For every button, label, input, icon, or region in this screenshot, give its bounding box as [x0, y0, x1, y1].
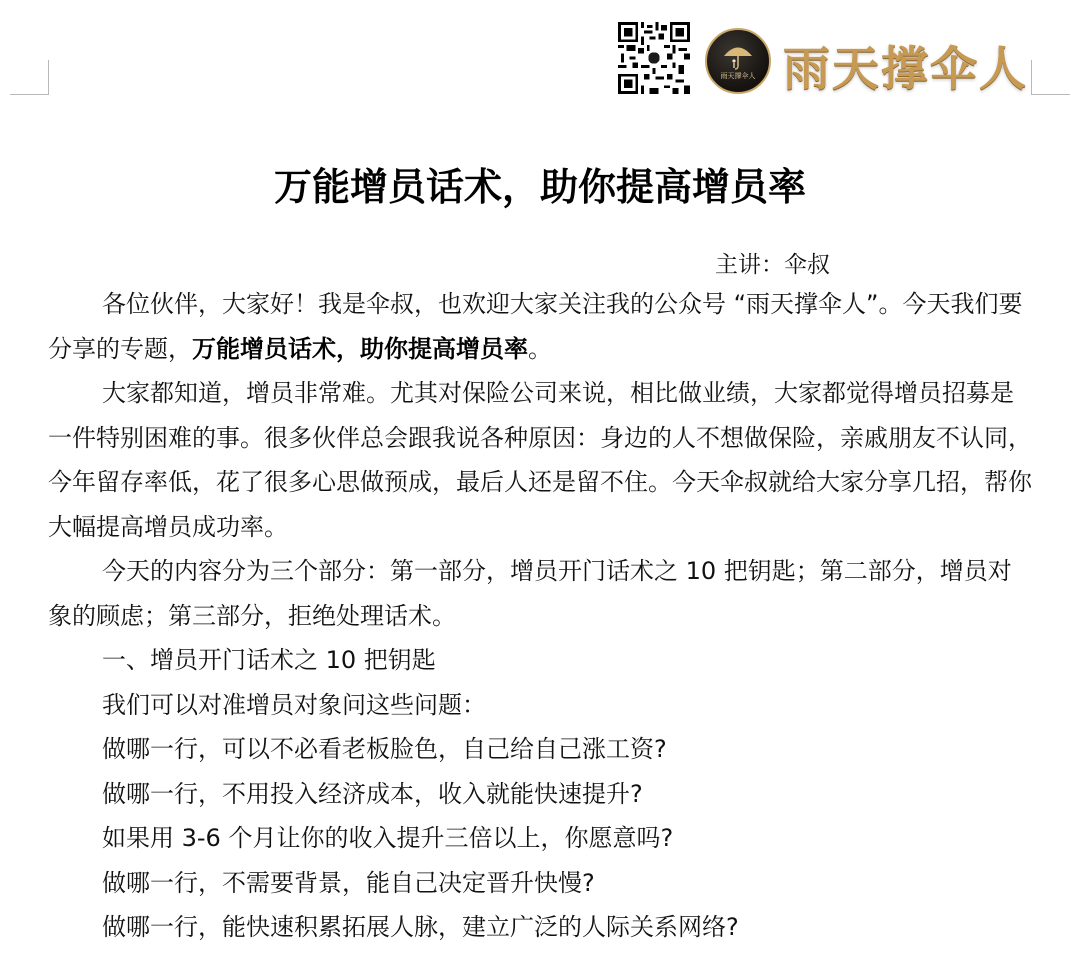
paragraph-background: 大家都知道，增员非常难。尤其对保险公司来说，相比做业绩，大家都觉得增员招募是一件特别困难的事。很多伙伴总会跟我说各种原因：身边的人不想做保险，亲戚朋友不认同，今年留存率低，花了很多心思做预成，最后人还是留不住。今天伞叔就给大家分享几招，帮你大幅提高增员成功率。: [48, 379, 1032, 541]
speaker-line: 主讲：伞叔: [715, 252, 830, 278]
question-item: 如果用 3-6 个月让你的收入提升三倍以上，你愿意吗?: [102, 824, 674, 852]
questions-intro: 我们可以对准增员对象问这些问题：: [102, 690, 486, 719]
qr-code-icon: [618, 22, 690, 94]
paragraph-intro-end: 。: [528, 334, 552, 363]
paragraph-outline: 今天的内容分为三个部分：第一部分，增员开门话术之 10 把钥匙；第二部分，增员对象的顾虑；第三部分，拒绝处理话术。: [48, 557, 1012, 630]
paragraph-intro-text: 各位伙伴，大家好！我是伞叔，也欢迎大家关注我的公众号 “雨天撑伞人”。今天我们要分享的专题，: [48, 290, 1023, 363]
brand-logo-icon: [705, 28, 771, 94]
question-item: 做哪一行，不需要背景，能自己决定晋升快慢?: [102, 868, 595, 897]
brand-name: 雨天撑伞人: [783, 42, 1028, 97]
question-item: 做哪一行，能快速积累拓展人脉，建立广泛的人际关系网络?: [102, 913, 739, 941]
document-title: 万能增员话术，助你提高增员率: [273, 165, 806, 209]
question-item: 做哪一行，可以不必看老板脸色，自己给自己涨工资?: [102, 735, 667, 763]
page-corner-mark-left: [10, 60, 49, 95]
question-item: 做哪一行，不用投入经济成本，收入就能快速提升?: [102, 779, 643, 808]
section-heading: 一、增员开门话术之 10 把钥匙: [102, 646, 436, 674]
document-body: [48, 282, 1033, 950]
topic-highlight: 万能增员话术，助你提高增员率: [192, 334, 528, 363]
paragraph-intro: [48, 282, 1033, 371]
page-corner-mark-right: [1031, 60, 1070, 95]
logo-small-text: 雨天撑伞人: [720, 72, 756, 80]
